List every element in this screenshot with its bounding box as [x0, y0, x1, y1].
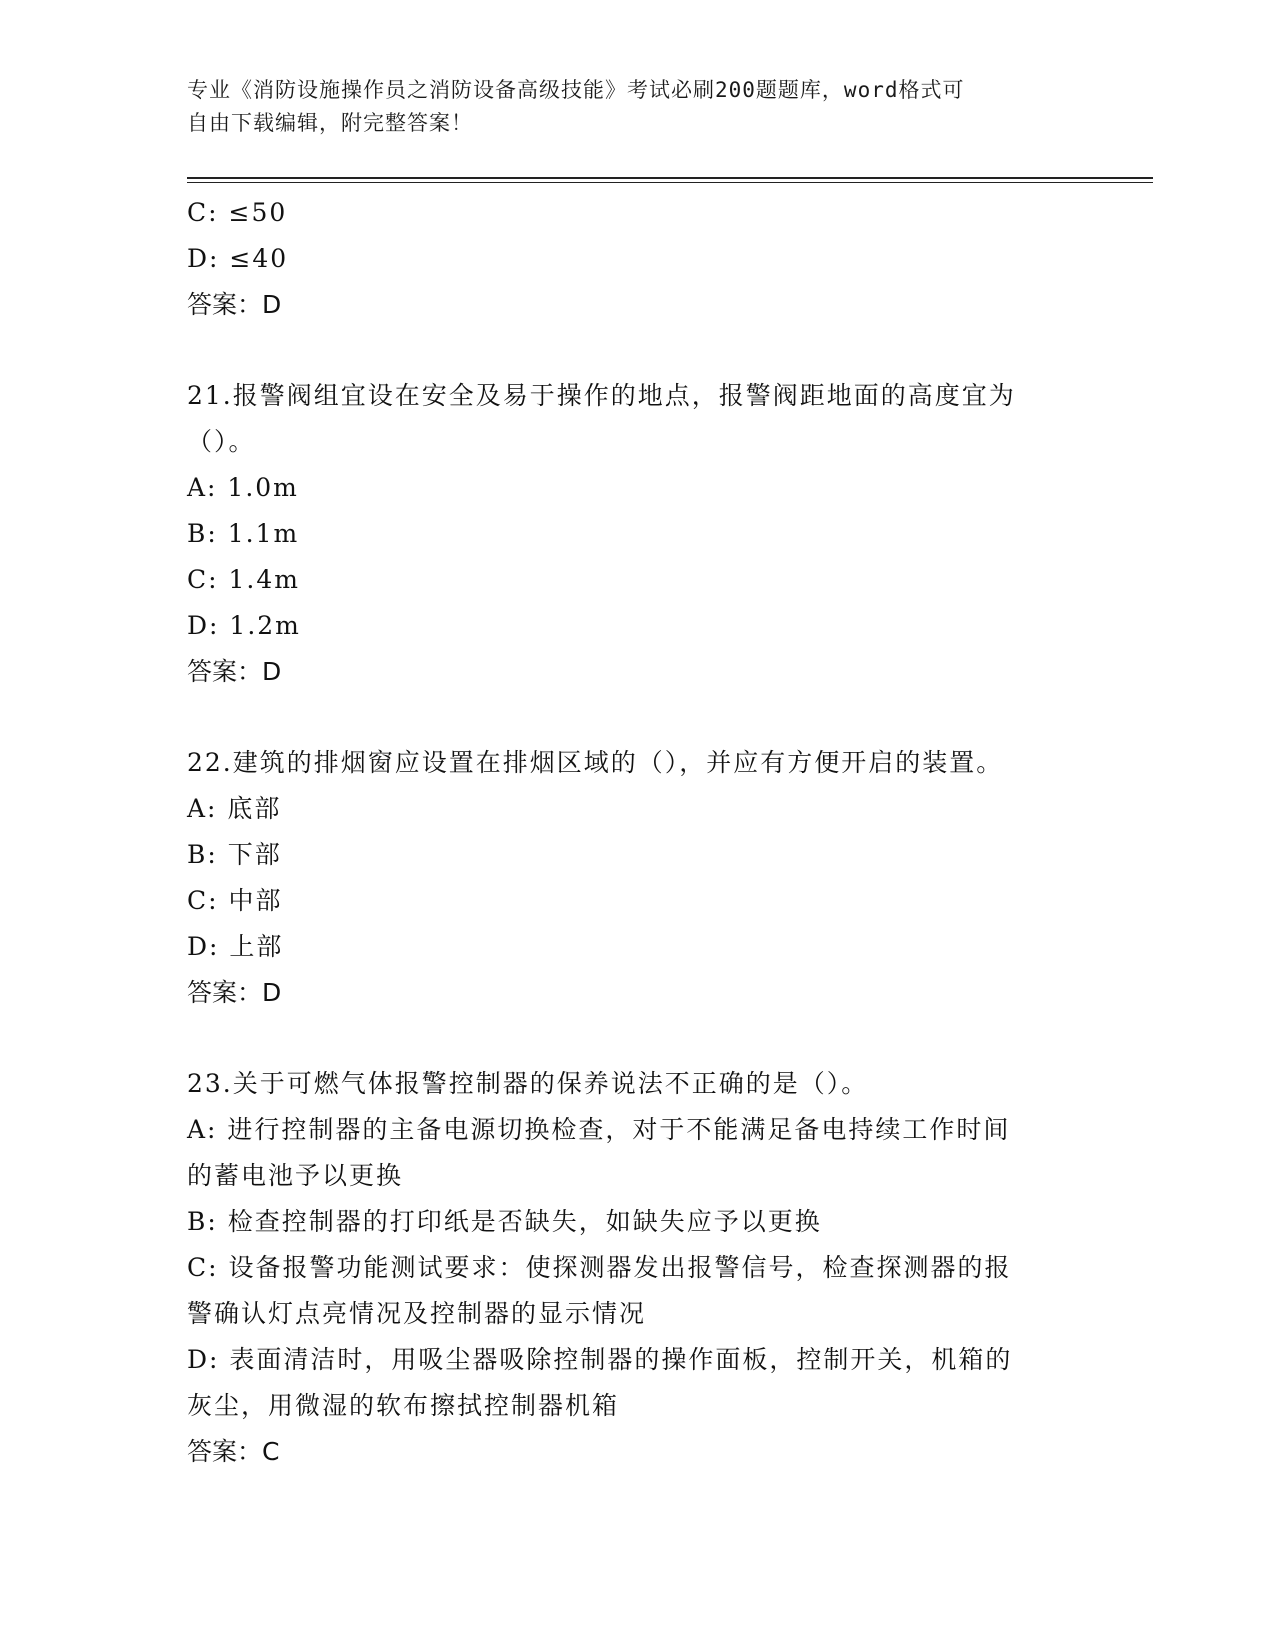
option-b: B: 检查控制器的打印纸是否缺失，如缺失应予以更换 [187, 1207, 822, 1236]
answer: 答案：D [187, 657, 282, 686]
header-line-1: 专业《消防设施操作员之消防设备高级技能》考试必刷200题题库，word格式可 [187, 78, 965, 102]
option-a: A: 底部 [187, 794, 282, 823]
answer: 答案：D [187, 290, 282, 319]
question-22 [187, 740, 1087, 1016]
option-d: D: ≤40 [187, 244, 289, 273]
option-d: D: 1.2m [187, 611, 301, 640]
option-c-cont: 警确认灯点亮情况及控制器的显示情况 [187, 1299, 647, 1328]
option-b: B: 下部 [187, 840, 282, 869]
question-20-continuation [187, 190, 1087, 328]
option-a-cont: 的蓄电池予以更换 [187, 1161, 404, 1190]
option-c: C: 设备报警功能测试要求：使探测器发出报警信号，检查探测器的报 [187, 1253, 1012, 1282]
document-body [187, 190, 1087, 1475]
option-d: D: 上部 [187, 932, 284, 961]
header-line-2: 自由下载编辑，附完整答案！ [187, 111, 473, 135]
question-stem: 23.关于可燃气体报警控制器的保养说法不正确的是（）。 [187, 1069, 869, 1098]
question-23 [187, 1061, 1087, 1475]
question-stem: 21.报警阀组宜设在安全及易于操作的地点，报警阀距地面的高度宜为 [187, 381, 1016, 410]
option-d-cont: 灰尘，用微湿的软布擦拭控制器机箱 [187, 1391, 620, 1420]
option-a: A: 进行控制器的主备电源切换检查，对于不能满足备电持续工作时间 [187, 1115, 1011, 1144]
question-21 [187, 373, 1087, 695]
answer: 答案：C [187, 1437, 280, 1466]
option-c: C: ≤50 [187, 198, 288, 227]
option-a: A: 1.0m [187, 473, 299, 502]
option-c: C: 1.4m [187, 565, 300, 594]
option-d: D: 表面清洁时，用吸尘器吸除控制器的操作面板，控制开关，机箱的 [187, 1345, 1013, 1374]
question-stem-cont: （）。 [187, 427, 256, 456]
header-rule-top [187, 177, 1153, 179]
option-b: B: 1.1m [187, 519, 300, 548]
question-stem: 22.建筑的排烟窗应设置在排烟区域的（），并应有方便开启的装置。 [187, 748, 1004, 777]
document-header [187, 74, 1087, 140]
option-c: C: 中部 [187, 886, 283, 915]
header-rule-bottom [187, 182, 1153, 183]
answer: 答案：D [187, 978, 282, 1007]
